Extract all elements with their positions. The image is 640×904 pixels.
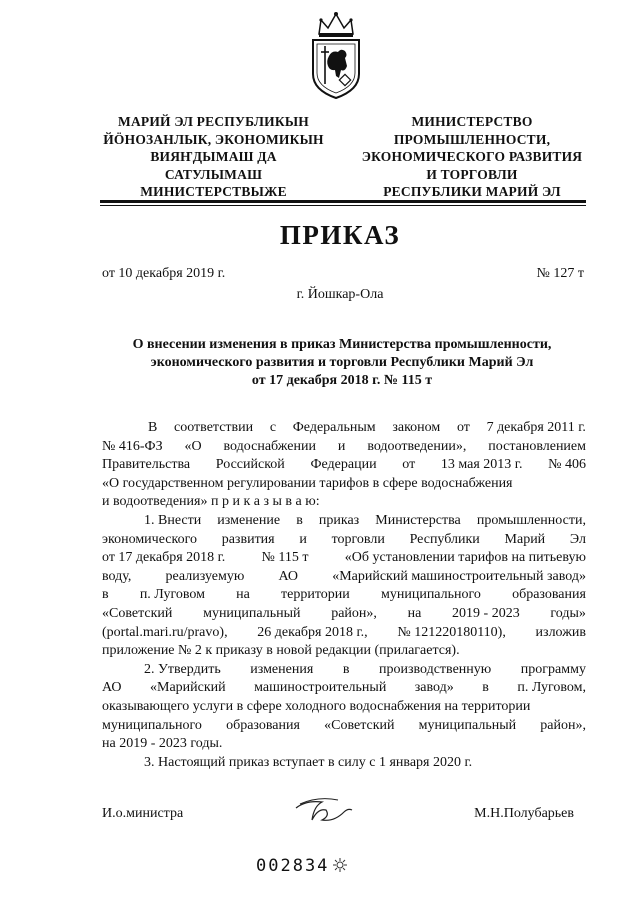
body-word: в [102,587,109,603]
body-word: и [337,438,346,454]
body-word: 13 мая 2013 г. [440,457,523,473]
body-text-line [102,735,586,754]
body-word: изменения [250,661,314,677]
body-word: Правительства [102,457,191,473]
header-left-line: ВИЯҤДЫМАШ ДА [150,149,277,164]
body-text-line [102,586,586,605]
body-word: Министерства [375,512,461,528]
body-text-line [102,605,586,624]
header-right-ministry-name [348,113,596,201]
body-word: Российской [215,457,285,473]
body-word: с [269,420,277,435]
body-word: 26 декабря 2018 г., [257,624,368,640]
body-word: № 121220180110), [397,624,506,640]
subject-line: от 17 декабря 2018 г. № 115 т [251,373,433,388]
body-word: на [236,587,250,603]
body-word: № 406 [548,457,586,473]
body-text-line [102,698,586,717]
body-word: «О государственном регулировании тарифов в сфере водоснабжения [102,475,513,491]
body-word: «Советский [324,717,395,733]
order-body-text [102,419,586,772]
body-word: постановлением [488,438,586,454]
handwritten-signature [292,786,354,830]
body-word: муниципальный [203,605,301,621]
body-word: п. Луговом [139,587,205,603]
body-word: образования [226,717,300,733]
order-subject [96,336,588,390]
body-word: «Советский [102,605,173,621]
body-word: 2019 - 2023 [452,605,520,621]
body-text-line [102,549,586,568]
body-word: экономического [102,531,197,547]
order-date: от 10 декабря 2019 г. [102,266,226,281]
body-word: в [342,661,350,677]
body-word: п. Луговом, [517,680,586,696]
body-word: воду, [102,568,132,584]
body-word: (portal.mari.ru/pravo), [102,624,228,640]
body-word: АО [102,680,122,696]
body-word: Республики [409,531,480,547]
header-left-line: МИНИСТЕРСТВЫЖЕ [140,184,287,199]
body-text-line [102,438,586,457]
body-word: в [296,512,303,528]
body-word: район», [540,717,586,733]
body-word: муниципальный [418,717,517,733]
body-word: развития [221,531,275,547]
header-right-line: ПРОМЫШЛЕННОСТИ, [393,131,551,147]
body-word: 2. Утвердить [144,661,221,677]
body-text-line [102,717,586,736]
body-text-line [102,512,586,531]
body-word: от [402,457,416,473]
body-word: район», [331,605,377,621]
body-word: промышленности, [476,512,586,528]
body-word: оказывающего услуги в сфере холодного водоснабжения на территории [102,698,531,714]
body-word: реализуемую [165,568,245,584]
body-word: 3. Настоящий приказ вступает в силу с 1 января 2020 г. [144,754,473,770]
body-word: завод» [414,680,454,696]
body-word: муниципального [102,717,202,733]
body-word: муниципального [380,587,481,603]
body-word: образования [512,587,586,603]
body-word: на 2019 - 2023 годы. [102,736,223,752]
header-left-ministry-name [96,113,331,201]
body-word: соответствии [174,420,254,435]
form-serial-number: 002834 [256,856,330,876]
subject-line: О внесении изменения в приказ Министерства промышленности, [132,337,552,352]
body-word: в [482,680,489,696]
body-word: «Об установлении тарифов на питьевую [344,550,586,566]
body-word: от 17 декабря 2018 г. [102,550,226,566]
body-word: машиностроительный [254,680,387,696]
body-text-line [102,661,586,680]
body-word: «Марийский машиностроительный завод» [332,568,586,584]
subject-line: экономического развития и торговли Республики Марий Эл [150,355,534,370]
body-word: Эл [569,531,586,547]
body-word: «Марийский [150,680,226,696]
body-word: Федерации [310,457,377,473]
body-word: приложение № 2 к приказу в новой редакции (прилагается). [102,643,460,659]
signatory-name: М.Н.Полубарьев [474,806,574,821]
header-left-line: САТУЛЫМАШ [164,166,263,182]
body-word: от [456,420,470,435]
body-word: АО [278,568,299,584]
order-city: г. Йошкар-Ола [296,287,384,302]
body-text-line [102,531,586,550]
body-word: № 115 т [261,550,309,566]
body-word: Марий [504,531,546,547]
header-left-line: МАРИЙ ЭЛ РЕСПУБЛИКЫН [118,114,309,129]
order-number: № 127 т [536,266,584,281]
body-word: производственную [378,661,492,677]
body-word: и водоотведения» п р и к а з ы в а ю: [102,494,320,510]
body-text-line [102,493,586,512]
header-right-line: ЭКОНОМИЧЕСКОГО РАЗВИТИЯ [361,149,583,164]
header-right-line: И ТОРГОВЛИ [426,166,518,182]
body-word: В [148,420,158,435]
body-text-line [102,419,586,438]
body-word: «О [184,438,202,454]
header-divider-thick [100,200,586,203]
body-word: водоснабжении [223,438,316,454]
body-text-line [102,624,586,643]
body-word: изменение [217,512,281,528]
header-right-line: МИНИСТЕРСТВО [411,114,533,129]
body-word: территории [281,587,350,603]
body-text-line [102,642,586,661]
body-text-line [102,754,586,773]
body-word: программу [520,661,586,677]
body-word: изложив [535,624,586,640]
body-word: и [299,531,307,547]
body-word: № 416-ФЗ [102,438,163,454]
body-text-line [102,456,586,475]
body-word: годы» [550,605,586,621]
header-divider-thin [100,205,586,206]
body-word: приказ [318,512,360,528]
header-right-line: РЕСПУБЛИКИ МАРИЙ ЭЛ [383,184,561,199]
header-left-line: ЙӦНОЗАНЛЫК, ЭКОНОМИКЫН [103,131,324,147]
body-word: торговли [331,531,385,547]
body-text-line [102,475,586,494]
body-word: законом [392,420,441,435]
body-word: 1. Внести [144,512,202,528]
signatory-position: И.о.министра [102,806,184,821]
body-word: на [407,605,422,621]
body-text-line [102,679,586,698]
serial-ornament-icon [332,857,348,873]
body-text-line [102,568,586,587]
document-title: ПРИКАЗ [279,220,401,250]
body-word: Федеральным [292,420,376,435]
body-word: водоотведении», [367,438,467,454]
body-word: 7 декабря 2011 г. [486,420,586,435]
coat-of-arms-emblem [301,8,371,102]
